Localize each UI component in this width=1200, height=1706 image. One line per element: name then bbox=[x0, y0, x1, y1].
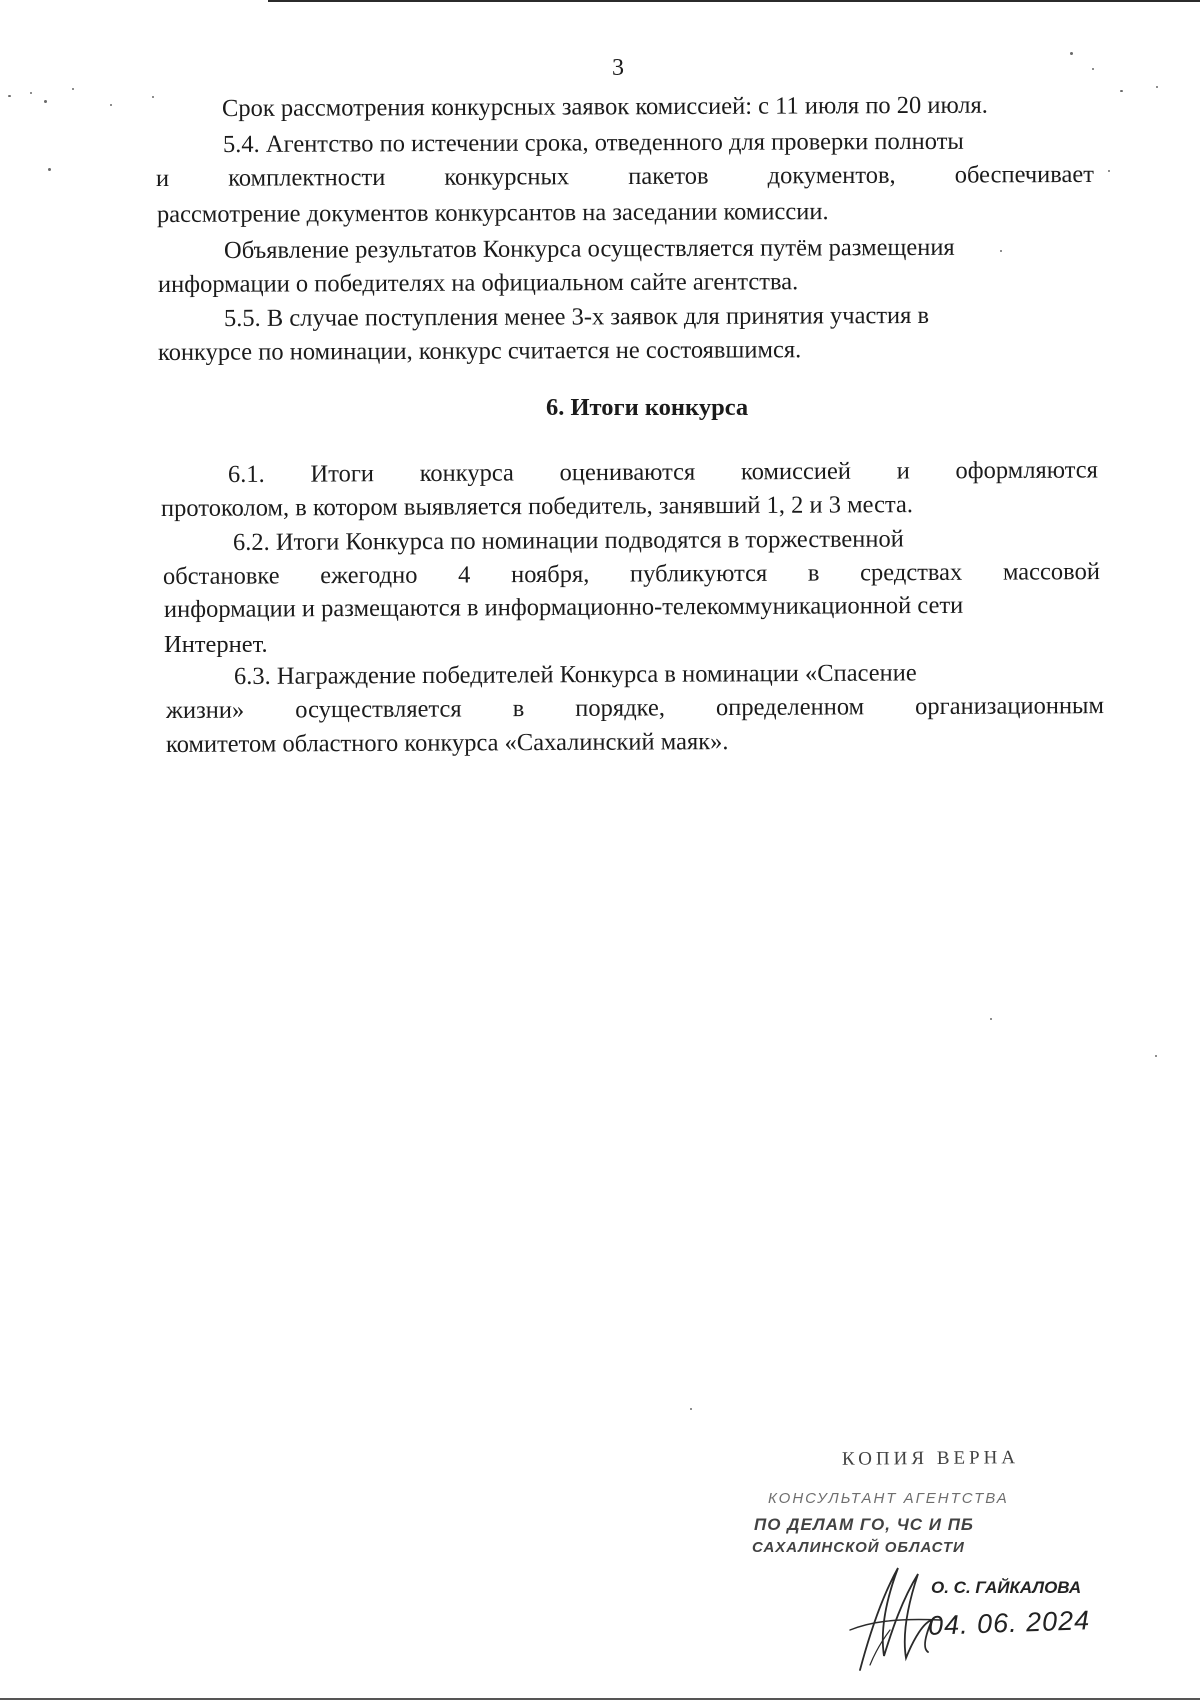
scan-speck bbox=[1108, 170, 1110, 172]
scan-speck bbox=[1120, 90, 1123, 92]
word: осуществляется bbox=[295, 695, 462, 724]
word: Итоги bbox=[310, 460, 375, 488]
stamp-line: ПО ДЕЛАМ ГО, ЧС И ПБ bbox=[754, 1515, 974, 1534]
word: конкурса bbox=[419, 459, 514, 487]
text-line: комитетом областного конкурса «Сахалинский маяк». bbox=[165, 728, 729, 758]
word: документов, bbox=[767, 161, 896, 190]
word: в bbox=[512, 695, 525, 723]
scan-speck bbox=[1155, 1055, 1157, 1057]
scan-speck bbox=[8, 95, 11, 97]
text-line: информации и размещаются в информационно-телекоммуникационной сети bbox=[163, 591, 964, 623]
word: ежегодно bbox=[320, 561, 418, 590]
text-line: информации о победителях на официальном сайте агентства. bbox=[157, 268, 799, 298]
word: оцениваются bbox=[559, 458, 696, 487]
text-line bbox=[166, 691, 1104, 726]
word: обстановке bbox=[162, 562, 280, 590]
scan-speck bbox=[48, 168, 51, 171]
page-number: 3 bbox=[612, 55, 624, 81]
text-line: рассмотрение документов конкурсантов на заседании комиссии. bbox=[156, 198, 829, 228]
text-line: 5.5. В случае поступления менее 3-х заявок для принятия участия в bbox=[223, 301, 930, 332]
scan-speck bbox=[72, 88, 74, 90]
stamp-line: САХАЛИНСКОЙ ОБЛАСТИ bbox=[752, 1539, 965, 1556]
text-line: 6.3. Награждение победителей Конкурса в номинации «Спасение bbox=[233, 659, 917, 690]
word: комплектности bbox=[228, 163, 386, 192]
word: ноября, bbox=[510, 560, 590, 589]
text-line: Срок рассмотрения конкурсных заявок комиссией: с 11 июля по 20 июля. bbox=[221, 91, 988, 122]
word: определенном bbox=[715, 693, 865, 722]
word: средствах bbox=[860, 558, 963, 587]
section-title: 6. Итоги конкурса bbox=[546, 394, 749, 421]
scan-speck bbox=[1092, 68, 1094, 70]
text-line: 5.4. Агентство по истечении срока, отведенного для проверки полноты bbox=[222, 127, 964, 158]
scan-speck bbox=[1000, 250, 1002, 252]
word: порядке, bbox=[575, 694, 665, 722]
word: 4 bbox=[458, 561, 471, 589]
scan-speck bbox=[1156, 86, 1158, 88]
scan-speck bbox=[690, 1408, 692, 1410]
word: жизни» bbox=[165, 696, 245, 724]
text-line bbox=[156, 160, 1094, 194]
scan-speck bbox=[1070, 52, 1073, 55]
word: в bbox=[807, 559, 820, 587]
scan-edge-top bbox=[268, 0, 1200, 2]
scan-speck bbox=[110, 104, 112, 106]
scan-speck bbox=[44, 100, 47, 103]
text-line: конкурсе по номинации, конкурс считается не состоявшимся. bbox=[157, 336, 802, 366]
scan-speck bbox=[30, 92, 32, 94]
scan-edge-bottom bbox=[0, 1698, 1200, 1700]
word: и bbox=[155, 164, 170, 192]
text-line: Интернет. bbox=[164, 631, 268, 658]
text-line: протоколом, в котором выявляется победитель, занявший 1, 2 и 3 места. bbox=[160, 491, 914, 522]
word: организационным bbox=[915, 692, 1105, 721]
word: обеспечивает bbox=[954, 160, 1095, 189]
scan-speck bbox=[990, 1018, 992, 1020]
word: публикуются bbox=[629, 559, 768, 588]
text-line: 6.2. Итоги Конкурса по номинации подводятся в торжественной bbox=[232, 525, 904, 556]
word: 6.1. bbox=[227, 460, 265, 488]
text-line bbox=[228, 455, 1098, 490]
text-line bbox=[163, 557, 1100, 592]
stamp-line: КОНСУЛЬТАНТ АГЕНТСТВА bbox=[768, 1490, 1009, 1507]
word: и bbox=[896, 457, 910, 485]
word: комиссией bbox=[740, 457, 851, 486]
scan-speck bbox=[152, 96, 154, 98]
stamp-title: КОПИЯ ВЕРНА bbox=[841, 1447, 1020, 1470]
signature-date: 04. 06. 2024 bbox=[927, 1605, 1091, 1641]
text-line: Объявление результатов Конкурса осуществляется путём размещения bbox=[223, 233, 955, 264]
word: пакетов bbox=[628, 162, 709, 190]
word: массовой bbox=[1002, 558, 1100, 586]
word: оформляются bbox=[955, 456, 1098, 485]
signer-name: О. С. ГАЙКАЛОВА bbox=[931, 1578, 1082, 1597]
word: конкурсных bbox=[444, 163, 570, 191]
